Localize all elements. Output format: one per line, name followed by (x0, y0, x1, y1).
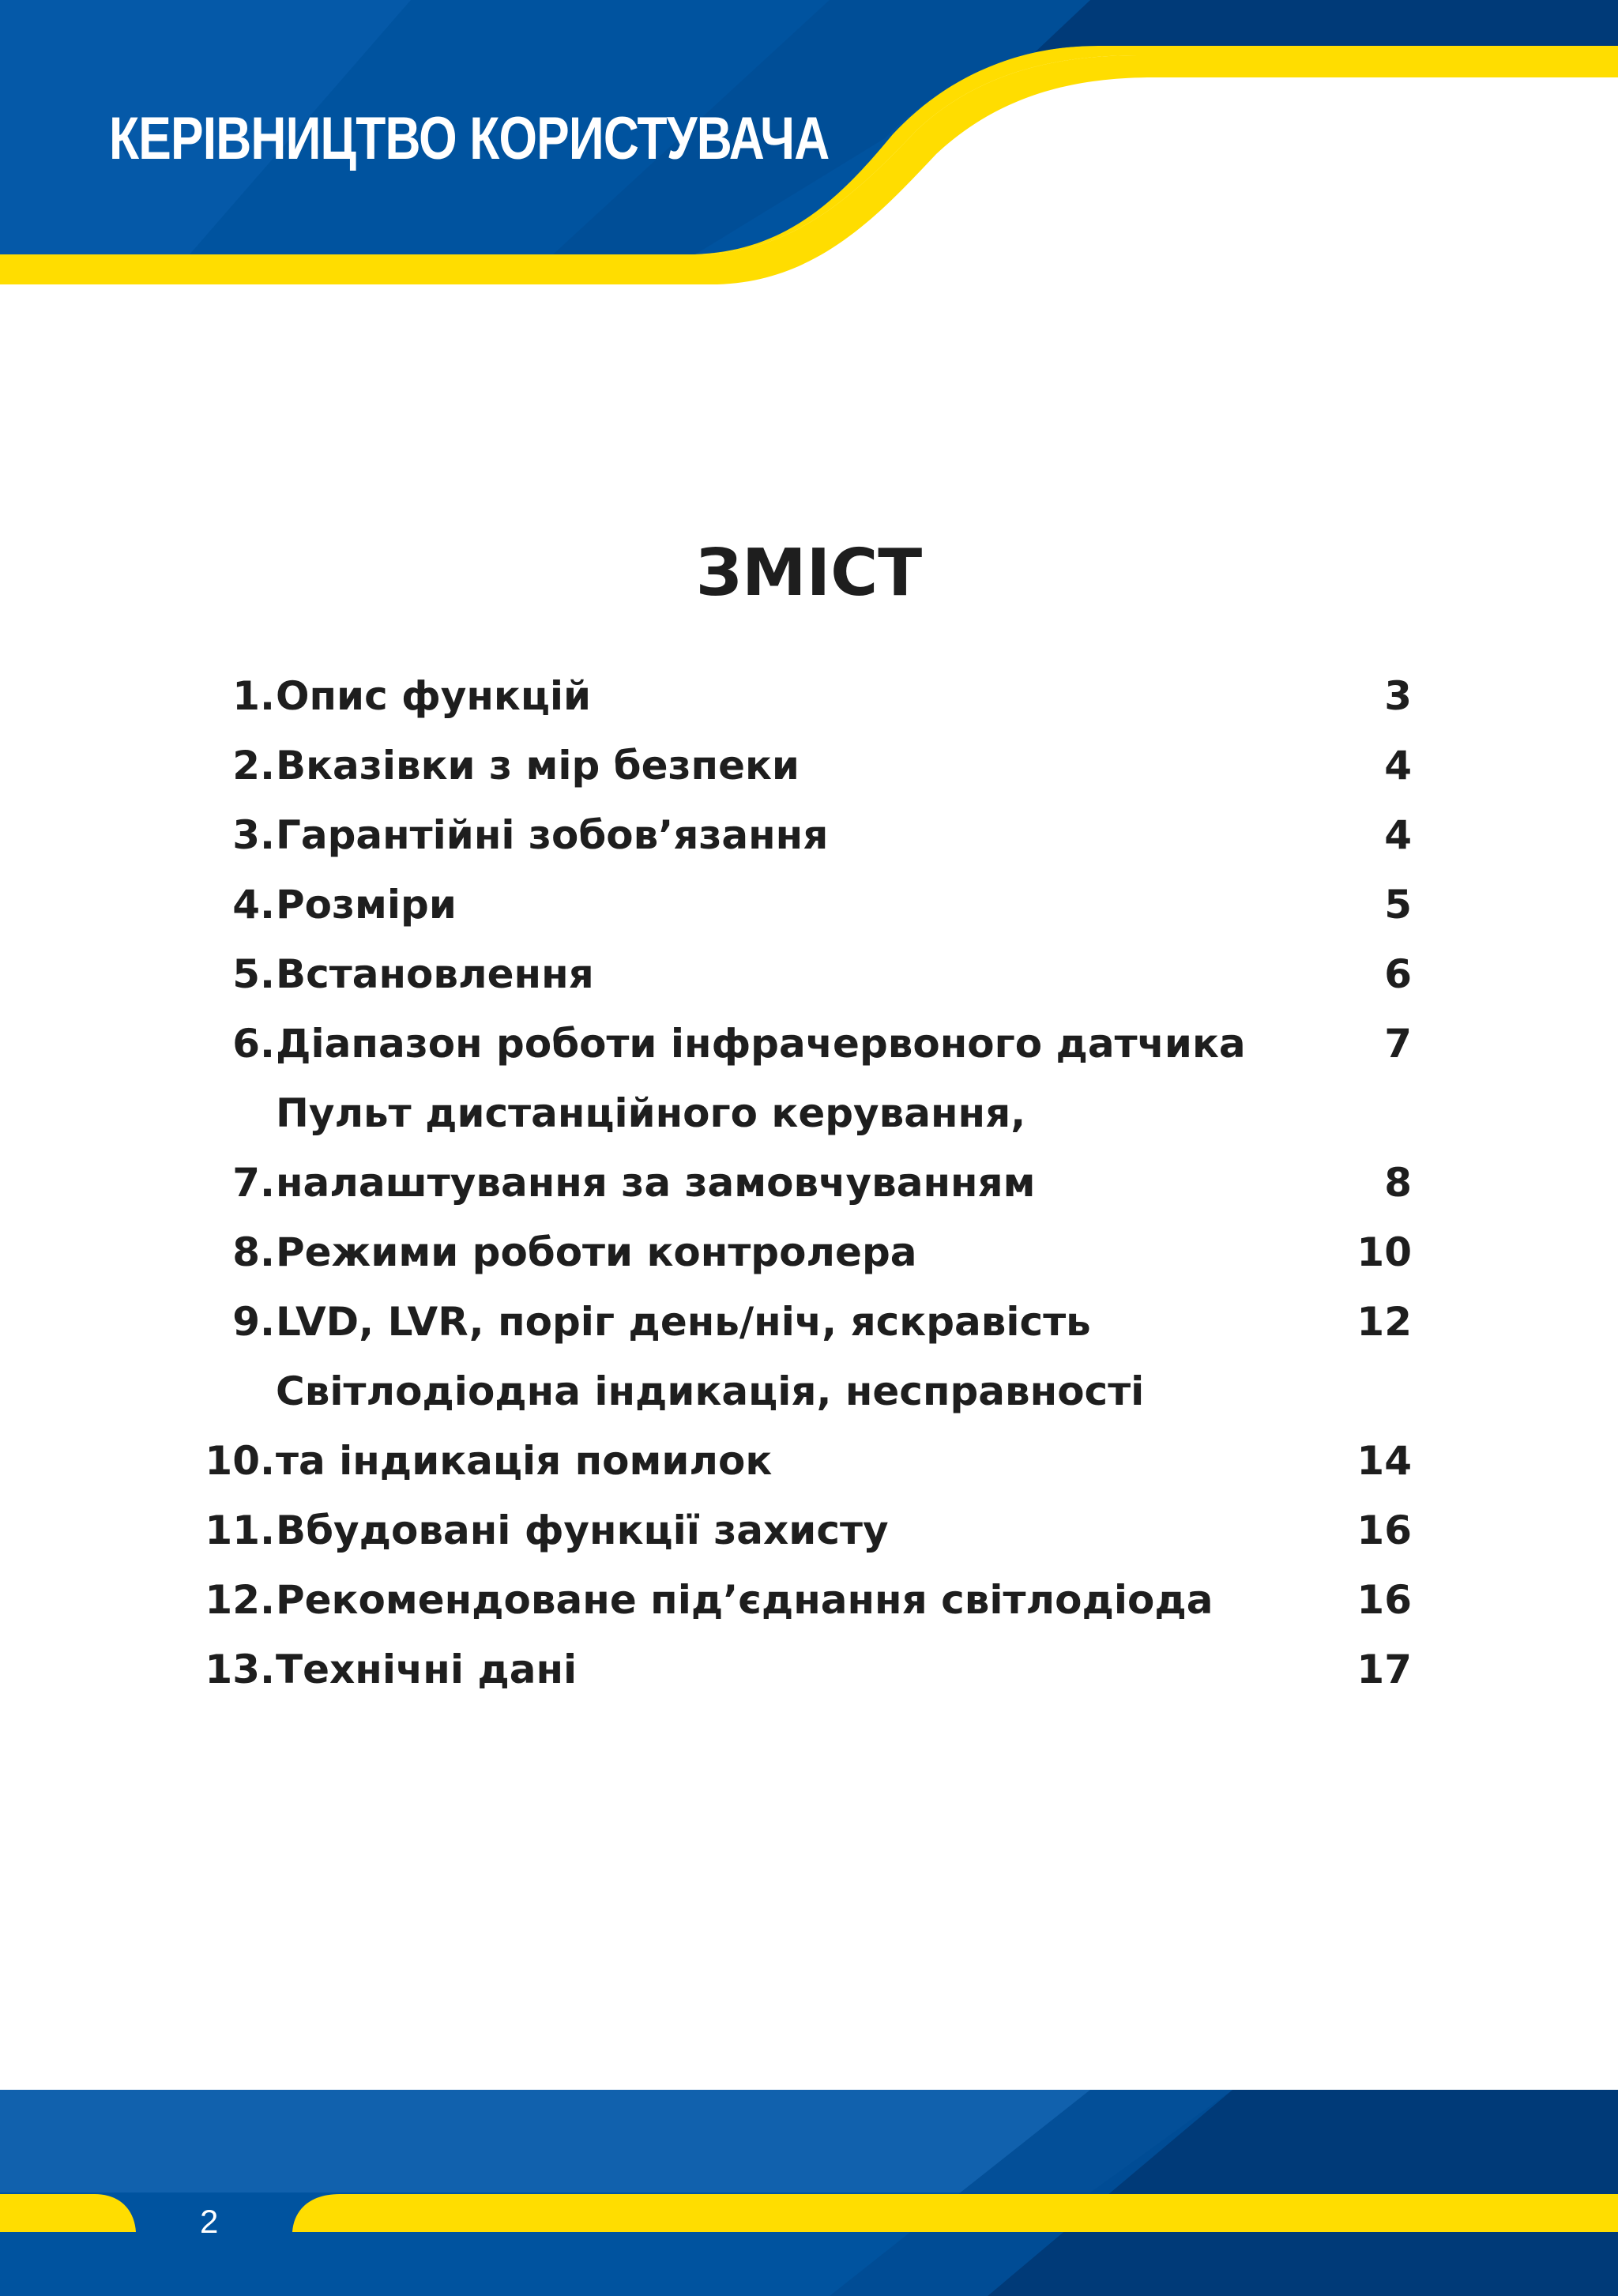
toc-item-page: 16 (1356, 1507, 1412, 1553)
toc-item-page: 5 (1384, 882, 1412, 928)
toc-item-title (275, 1357, 1301, 1496)
toc-item-title-line: та індикація помилок (276, 1438, 773, 1484)
toc-item-title-line: Діапазон роботи інфрачервоного датчика (276, 1021, 1246, 1067)
toc-item-number: 3. (232, 812, 275, 858)
toc-item-number: 13. (205, 1647, 275, 1692)
toc-item (198, 1635, 1412, 1704)
footer-yellow-right (292, 2194, 1618, 2232)
toc-item-title (275, 1009, 1301, 1078)
toc-item-title-line: Розміри (276, 882, 457, 928)
toc-item-number: 8. (232, 1229, 275, 1275)
toc-item-title-line: Опис функцій (276, 673, 592, 719)
toc-item-title-line: LVD, LVR, поріг день/ніч, яскравість (276, 1299, 1091, 1345)
toc-item-title (275, 1635, 1301, 1704)
toc-item-number: 7. (232, 1160, 275, 1206)
page-number: 2 (200, 2203, 219, 2240)
toc-item-title-line: Гарантійні зобов’язання (276, 812, 829, 858)
header-dark-facet (1035, 0, 1618, 52)
toc-item-number: 9. (232, 1299, 275, 1345)
toc-item-title (275, 870, 1301, 939)
toc-item-number: 11. (205, 1507, 275, 1553)
toc-item-title (275, 731, 1301, 800)
toc-item (198, 1009, 1412, 1078)
toc-item-number: 12. (205, 1577, 275, 1623)
toc-item-number: 2. (232, 743, 275, 789)
toc-item (198, 1496, 1412, 1565)
toc-item-number: 1. (232, 673, 275, 719)
toc-item-title (275, 1078, 1301, 1218)
toc-item-page: 3 (1384, 673, 1412, 719)
toc-item (198, 731, 1412, 800)
toc-item-title (275, 1218, 1301, 1287)
toc-item-title (275, 1287, 1301, 1357)
footer-banner (0, 2090, 1618, 2296)
toc-item (198, 661, 1412, 731)
toc-item-page: 16 (1356, 1577, 1412, 1623)
toc-item (198, 800, 1412, 870)
toc-item-title-line: Рекомендоване під’єднання світлодіода (276, 1577, 1214, 1623)
toc-item (198, 870, 1412, 939)
toc-item-title-line: Пульт дистанційного керування, (276, 1090, 1026, 1136)
toc-item-title-line: налаштування за замовчуванням (276, 1160, 1036, 1206)
toc-list (198, 661, 1412, 1704)
toc-item-title (275, 800, 1301, 870)
toc-heading: ЗМІСТ (695, 536, 923, 611)
toc-item (198, 1357, 1412, 1496)
toc-item-number: 10. (205, 1438, 275, 1484)
toc-item-title (275, 661, 1301, 731)
toc-item (198, 1287, 1412, 1357)
toc-item (198, 1218, 1412, 1287)
toc-item (198, 1565, 1412, 1635)
toc-item-page: 4 (1384, 812, 1412, 858)
toc-item-page: 4 (1384, 743, 1412, 789)
toc-item-page: 12 (1356, 1299, 1412, 1345)
toc-item-title-line: Режими роботи контролера (276, 1229, 917, 1275)
toc-item (198, 939, 1412, 1009)
toc-item-title-line: Технічні дані (276, 1647, 578, 1692)
toc-item-page: 14 (1356, 1438, 1412, 1484)
toc-item-number: 4. (232, 882, 275, 928)
toc-item-page: 17 (1356, 1647, 1412, 1692)
toc-item-title (275, 939, 1301, 1009)
toc-item-page: 7 (1384, 1021, 1412, 1067)
toc-item-title-line: Вказівки з мір безпеки (276, 743, 800, 789)
toc-item-title (275, 1565, 1301, 1635)
toc-item-page: 6 (1384, 951, 1412, 997)
toc-item-page: 10 (1356, 1229, 1412, 1275)
toc-item-page: 8 (1384, 1160, 1412, 1206)
footer-yellow-left (0, 2194, 136, 2232)
manual-title: КЕРІВНИЦТВО КОРИСТУВАЧА (109, 105, 830, 172)
toc-item-title (275, 1496, 1301, 1565)
toc-item-number: 6. (232, 1021, 275, 1067)
toc-item (198, 1078, 1412, 1218)
toc-item-title-line: Встановлення (276, 951, 594, 997)
toc-item-title-line: Вбудовані функції захисту (276, 1507, 889, 1553)
toc-item-number: 5. (232, 951, 275, 997)
toc-item-title-line: Світлодіодна індикація, несправності (276, 1368, 1145, 1414)
